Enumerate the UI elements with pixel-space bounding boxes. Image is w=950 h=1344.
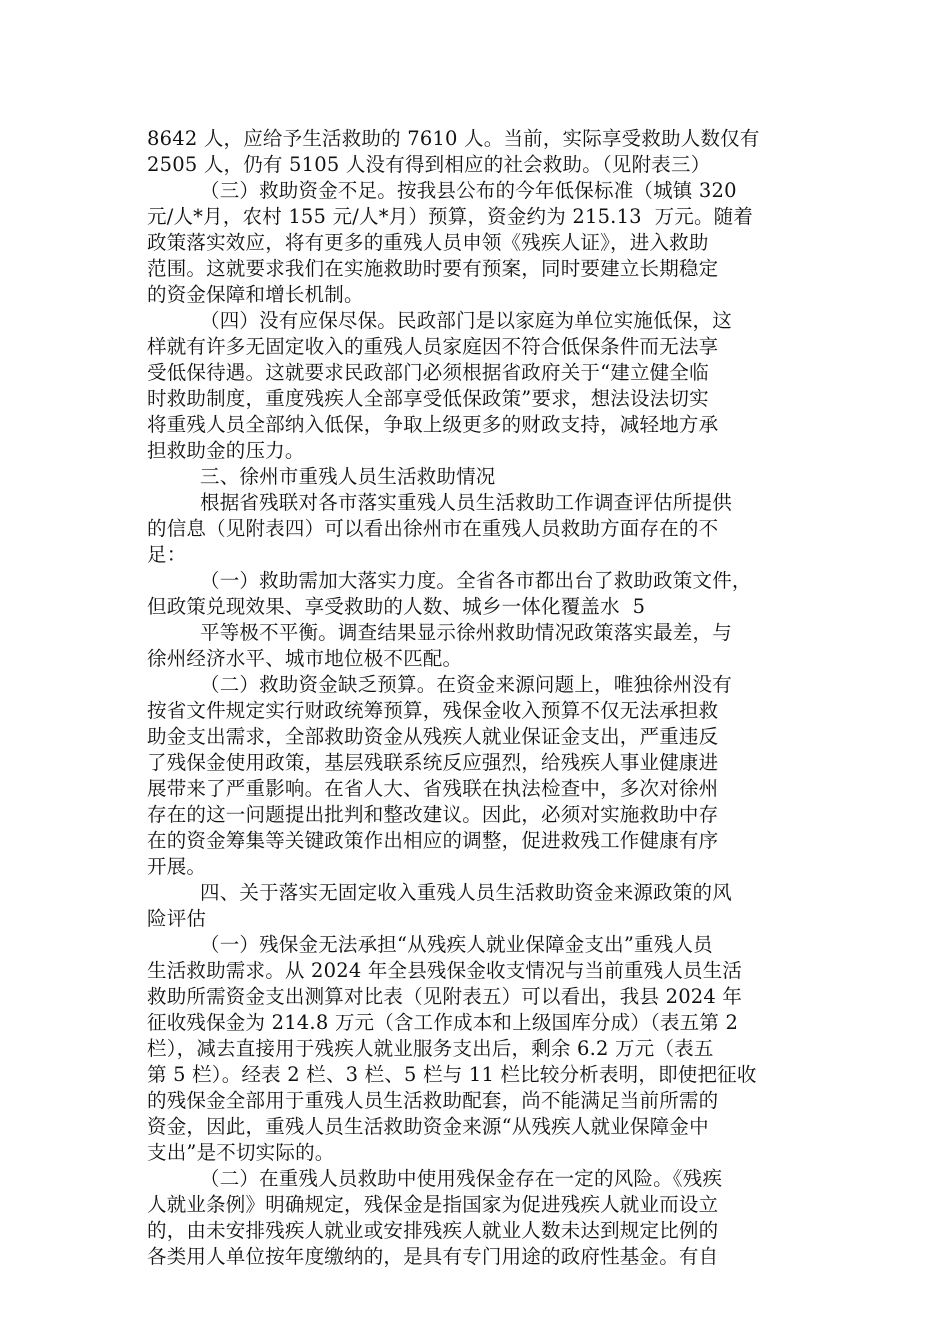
text-line: 的残保金全部用于重残人员生活救助配套，尚不能满足当前所需的 — [147, 1089, 719, 1112]
text-line: 救助所需资金支出测算对比表（见附表五）可以看出，我县 2024 年 — [147, 985, 743, 1008]
text-line: 在的资金筹集等关键政策作出相应的调整，促进救残工作健康有序 — [147, 829, 719, 852]
text-line: 的信息（见附表四）可以看出徐州市在重残人员救助方面存在的不 — [147, 517, 719, 540]
text-line: 资金，因此，重残人员生活救助资金来源“从残疾人就业保障金中 — [147, 1115, 709, 1138]
text-line: 栏），减去直接用于残疾人就业服务支出后，剩余 6.2 万元（表五 — [147, 1037, 714, 1060]
text-line: 开展。 — [147, 855, 207, 878]
text-line: 平等极不平衡。调查结果显示徐州救助情况政策落实最差，与 — [200, 621, 732, 644]
text-line: 样就有许多无固定收入的重残人员家庭因不符合低保条件而无法享 — [147, 335, 719, 358]
text-line: 了残保金使用政策，基层残联系统反应强烈，给残疾人事业健康进 — [147, 751, 719, 774]
text-line: 存在的这一问题提出批判和整改建议。因此，必须对实施救助中存 — [147, 803, 719, 826]
text-line: 元/人*月，农村 155 元/人*月）预算，资金约为 215.13 万元。随着 — [147, 205, 754, 228]
text-line: 将重残人员全部纳入低保，争取上级更多的财政支持，减轻地方承 — [147, 413, 719, 436]
text-line: 各类用人单位按年度缴纳的，是具有专门用途的政府性基金。有自 — [147, 1245, 719, 1268]
text-line: （一）救助需加大落实力度。全省各市都出台了救助政策文件， — [200, 569, 752, 592]
text-line: （三）救助资金不足。按我县公布的今年低保标准（城镇 320 — [200, 179, 737, 202]
text-line: 政策落实效应，将有更多的重残人员申领《残疾人证》，进入救助 — [147, 231, 709, 254]
section-heading: 四、关于落实无固定收入重残人员生活救助资金来源政策的风 — [200, 881, 732, 904]
text-line: 助金支出需求，全部救助资金从残疾人就业保证金支出，严重违反 — [147, 725, 719, 748]
text-line: 根据省残联对各市落实重残人员生活救助工作调查评估所提供 — [200, 491, 732, 514]
text-line: 征收残保金为 214.8 万元（含工作成本和上级国库分成）（表五第 2 — [147, 1011, 739, 1034]
text-line: （二）救助资金缺乏预算。在资金来源问题上，唯独徐州没有 — [200, 673, 732, 696]
text-line: 人就业条例》明确规定，残保金是指国家为促进残疾人就业而设立 — [147, 1193, 719, 1216]
text-line: 第 5 栏）。经表 2 栏、3 栏、5 栏与 11 栏比较分析表明，即使把征收 — [147, 1063, 757, 1086]
text-line: （一）残保金无法承担“从残疾人就业保障金支出”重残人员 — [200, 933, 713, 956]
text-line: 支出”是不切实际的。 — [147, 1141, 335, 1164]
text-line: （二）在重残人员救助中使用残保金存在一定的风险。《残疾 — [200, 1167, 723, 1190]
text-line: 的资金保障和增长机制。 — [147, 283, 364, 306]
text-line: 徐州经济水平、城市地位极不匹配。 — [147, 647, 463, 670]
text-line: 展带来了严重影响。在省人大、省残联在执法检查中，多次对徐州 — [147, 777, 719, 800]
section-heading: 险评估 — [147, 907, 207, 930]
text-line: 担救助金的压力。 — [147, 439, 305, 462]
text-line: 时救助制度，重度残疾人全部享受低保政策”要求，想法设法切实 — [147, 387, 709, 410]
text-line: 2505 人，仍有 5105 人没有得到相应的社会救助。（见附表三） — [147, 153, 711, 176]
text-line: 按省文件规定实行财政统筹预算，残保金收入预算不仅无法承担救 — [147, 699, 719, 722]
text-line: 8642 人，应给予生活救助的 7610 人。当前，实际享受救助人数仅有 — [147, 127, 760, 150]
text-line: 受低保待遇。这就要求民政部门必须根据省政府关于“建立健全临 — [147, 361, 709, 384]
text-line: 范围。这就要求我们在实施救助时要有预案，同时要建立长期稳定 — [147, 257, 719, 280]
section-heading: 三、徐州市重残人员生活救助情况 — [200, 465, 496, 488]
text-line: （四）没有应保尽保。民政部门是以家庭为单位实施低保，这 — [200, 309, 732, 332]
text-line: 足： — [147, 543, 187, 566]
text-line: 的，由未安排残疾人就业或安排残疾人就业人数未达到规定比例的 — [147, 1219, 719, 1242]
text-line: 生活救助需求。从 2024 年全县残保金收支情况与当前重残人员生活 — [147, 959, 743, 982]
text-line: 但政策兑现效果、享受救助的人数、城乡一体化覆盖水 5 — [147, 595, 646, 618]
